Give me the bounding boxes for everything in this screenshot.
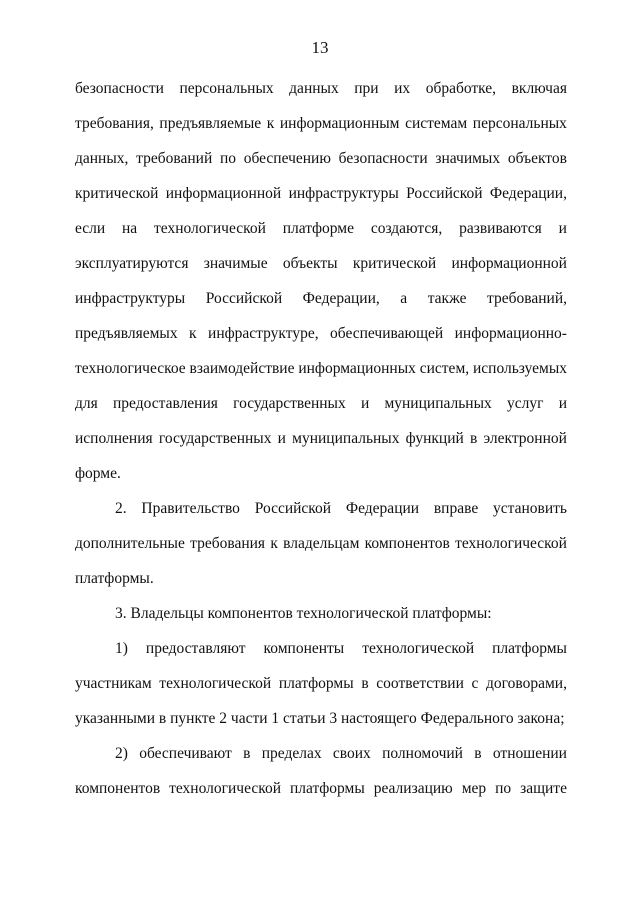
text-line <box>75 176 567 211</box>
word: к <box>266 115 275 132</box>
word: муниципальных <box>384 395 492 412</box>
word: технологической <box>154 220 266 237</box>
word: в <box>243 745 251 762</box>
word: технологической <box>169 780 282 797</box>
text-line <box>75 246 567 281</box>
word: в <box>470 430 478 447</box>
word: данных <box>289 80 339 97</box>
word: в <box>361 675 369 692</box>
word: защите <box>520 780 567 797</box>
word: используемых <box>472 360 567 377</box>
word: требования <box>190 535 266 552</box>
text-line <box>75 71 567 106</box>
word: инфраструктуре, <box>208 325 319 342</box>
word: и <box>558 395 567 412</box>
word: персональных <box>472 115 567 132</box>
word: для <box>75 395 98 412</box>
text-line <box>75 526 567 561</box>
word: Российской <box>205 290 283 307</box>
word: функций <box>405 430 464 447</box>
word: дополнительные <box>75 535 185 552</box>
word: персональных <box>179 80 274 97</box>
word: и <box>360 395 370 412</box>
word: требований, <box>487 290 567 307</box>
word: систем, <box>419 360 470 377</box>
text-line <box>75 106 567 141</box>
word: инфраструктуры <box>75 290 186 307</box>
word: значимые <box>203 255 268 272</box>
word: а <box>400 290 408 307</box>
word: взаимодействие <box>189 360 295 377</box>
word: предъявляемых <box>75 325 178 342</box>
word: технологической <box>455 535 567 552</box>
text-line <box>75 631 567 666</box>
word: компонентов <box>75 780 161 797</box>
word: 2. <box>115 500 127 517</box>
word: предъявляемые <box>159 115 262 132</box>
word: данных, <box>75 150 129 167</box>
word: услуг <box>506 395 544 412</box>
word: договорами, <box>486 675 567 692</box>
word: безопасности <box>338 150 428 167</box>
word: обеспечению <box>243 150 331 167</box>
word: участникам <box>75 675 152 692</box>
word: вправе <box>433 500 479 517</box>
text-line <box>75 211 567 246</box>
word: платформы <box>278 675 354 692</box>
word: платформы <box>289 780 365 797</box>
word: включая <box>511 80 567 97</box>
word: информационным <box>279 115 400 132</box>
word: предоставления <box>112 395 218 412</box>
word: обработке, <box>425 80 497 97</box>
word: информационной <box>165 185 282 202</box>
word: пределах <box>261 745 322 762</box>
text-line: 3. Владельцы компонентов технологической платформы: <box>115 605 492 622</box>
word: государственных <box>158 430 272 447</box>
word: обеспечивающей <box>330 325 444 342</box>
word: инфраструктуры <box>288 185 399 202</box>
word: по <box>219 150 236 167</box>
word: к <box>189 325 197 342</box>
text-line <box>75 316 567 351</box>
word: электронной <box>483 430 567 447</box>
word: Правительство <box>141 500 240 517</box>
word: Федерации, <box>489 185 567 202</box>
word: в <box>474 745 482 762</box>
text-line <box>75 491 567 526</box>
word: требования, <box>75 115 154 132</box>
word: Российской <box>406 185 483 202</box>
text-line <box>75 386 567 421</box>
word: Федерации, <box>302 290 380 307</box>
text-line: форме. <box>75 465 121 482</box>
word: платформе <box>282 220 354 237</box>
word: государственных <box>233 395 346 412</box>
word: технологической <box>362 640 475 657</box>
word: с <box>471 675 479 692</box>
word: технологическое <box>75 360 186 377</box>
word: установить <box>493 500 567 517</box>
text-line: указанными в пункте 2 части 1 статьи 3 настоящего Федерального закона; <box>75 710 565 727</box>
word: требований <box>136 150 213 167</box>
word: информационно- <box>454 325 567 342</box>
word: Российской <box>254 500 332 517</box>
word: создаются, <box>370 220 443 237</box>
word: мер <box>461 780 487 797</box>
word: и <box>558 220 567 237</box>
word: муниципальных <box>292 430 400 447</box>
word: компоненты <box>263 640 345 657</box>
word: владельцам <box>283 535 360 552</box>
word: критической <box>75 185 159 202</box>
text-line <box>75 666 567 701</box>
document-body <box>75 71 567 806</box>
word: критической <box>352 255 437 272</box>
word: объекты <box>282 255 338 272</box>
word: отношении <box>492 745 567 762</box>
text-line <box>75 281 567 316</box>
word: системам <box>405 115 468 132</box>
word: безопасности <box>75 80 164 97</box>
word: 1) <box>115 640 128 657</box>
word: исполнения <box>75 430 153 447</box>
word: соответствии <box>376 675 464 692</box>
text-line <box>75 351 567 386</box>
text-line <box>75 771 567 806</box>
word: обеспечивают <box>139 745 232 762</box>
word: значимых <box>435 150 501 167</box>
word: платформы <box>492 640 567 657</box>
word: технологической <box>159 675 272 692</box>
word: своих <box>332 745 371 762</box>
word: объектов <box>507 150 567 167</box>
word: компонентов <box>364 535 450 552</box>
word: Федерации <box>345 500 420 517</box>
text-line: платформы. <box>75 570 154 587</box>
word: на <box>122 220 138 237</box>
word: эксплуатируются <box>75 255 189 272</box>
word: если <box>75 220 106 237</box>
page-number: 13 <box>311 38 329 57</box>
text-line <box>75 736 567 771</box>
text-line <box>75 141 567 176</box>
word: информационных <box>298 360 416 377</box>
word: также <box>427 290 467 307</box>
word: к <box>270 535 278 552</box>
word: по <box>495 780 512 797</box>
word: их <box>394 80 411 97</box>
word: реализацию <box>373 780 453 797</box>
word: информационной <box>451 255 567 272</box>
word: 2) <box>115 745 128 762</box>
word: при <box>354 80 379 97</box>
text-line <box>75 421 567 456</box>
word: полномочий <box>382 745 463 762</box>
word: развиваются <box>459 220 542 237</box>
word: и <box>277 430 286 447</box>
word: предоставляют <box>145 640 246 657</box>
